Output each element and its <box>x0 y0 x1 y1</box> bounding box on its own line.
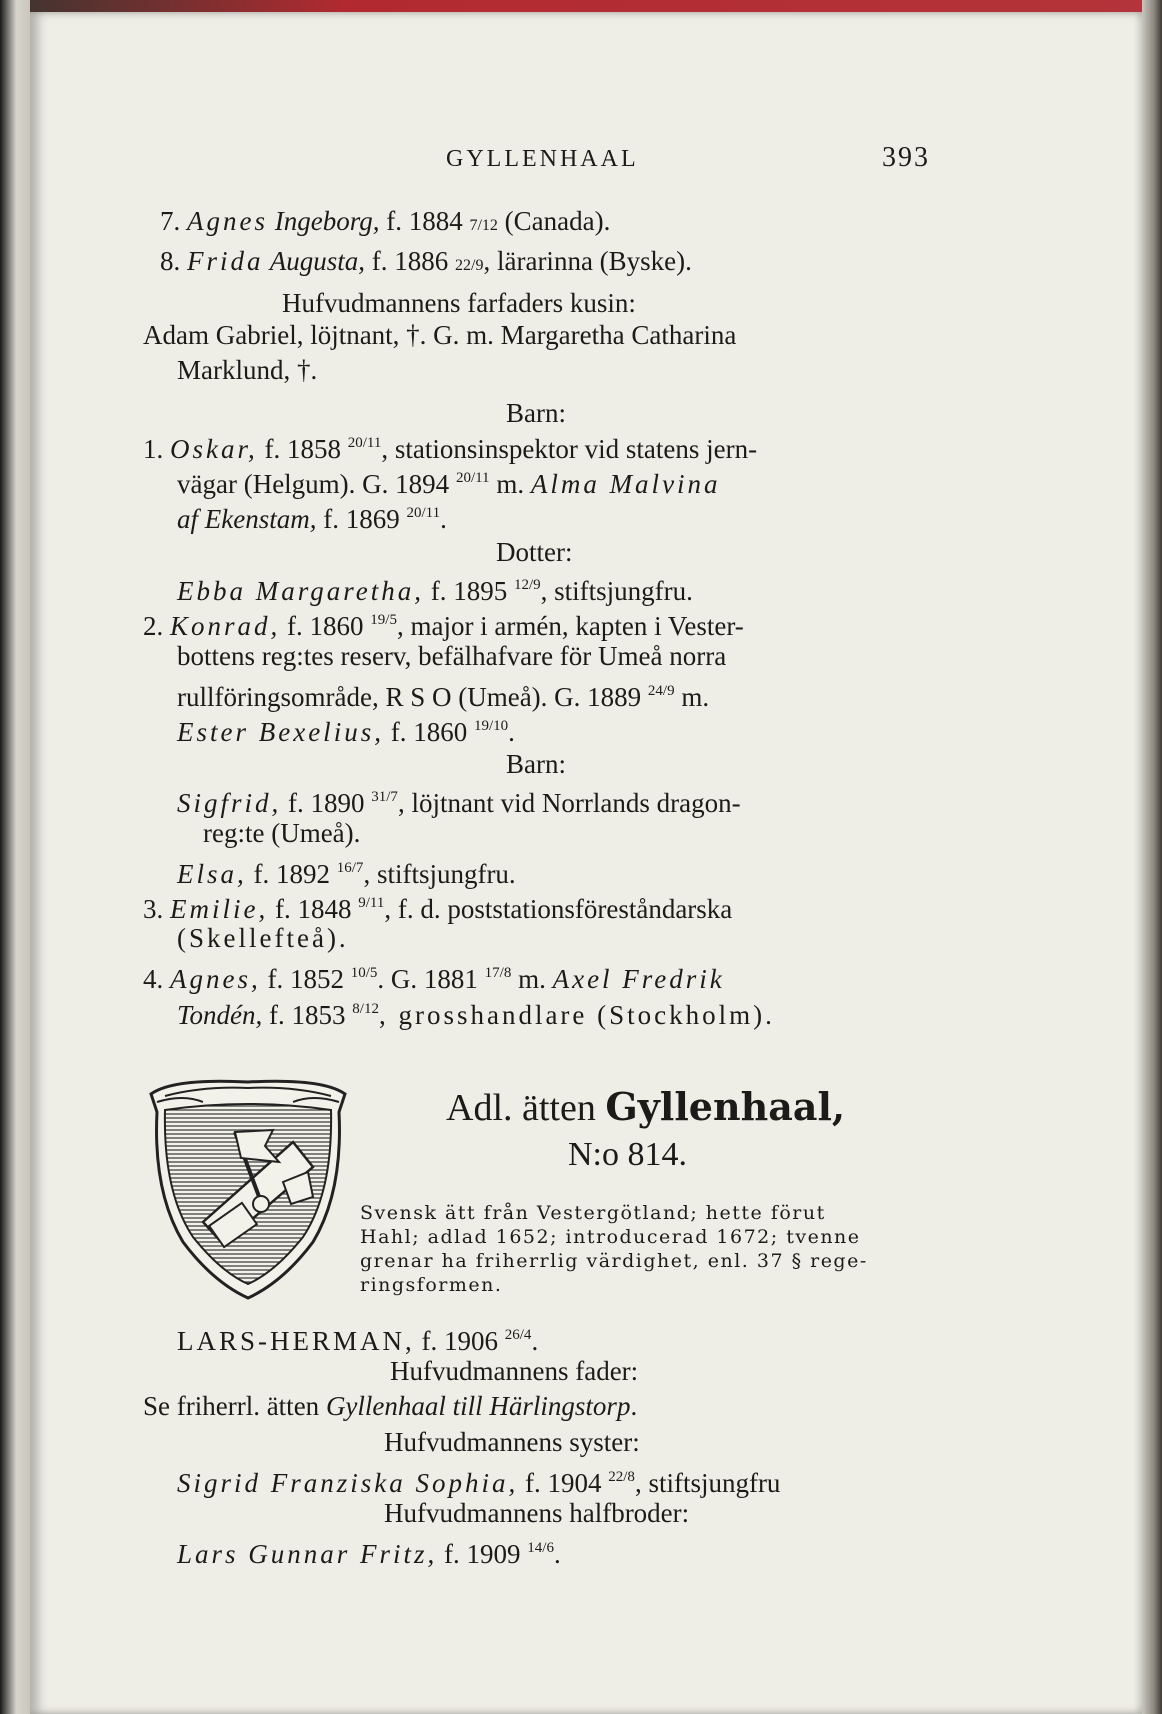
entry-line-4: Adam Gabriel, löjtnant, †. G. m. Margaretha Catharina <box>143 320 737 350</box>
entry-line-22: 4. Agnes, f. 1852 $^{10/5}$. G. 1881 $^{17/8}$ m. Axel Fredrik <box>143 964 725 994</box>
entry-line-5: Marklund, †. <box>177 355 318 385</box>
entry-line-19: Elsa, f. 1892 $^{16/7}$, stiftsjungfru. <box>177 859 516 889</box>
entry-line-17: Sigfrid, f. 1890 $^{31/7}$, löjtnant vid Norrlands dragon- <box>177 788 741 818</box>
family-section-title: Adl. ätten Gyllenhaal, <box>446 1084 846 1129</box>
entry-line-20: 3. Emilie, f. 1848 $^{9/11}$, f. d. poststationsföreståndarska <box>143 894 733 924</box>
half-brother-heading: Hufvudmannens halfbroder: <box>384 1498 690 1528</box>
entry-line-12: 2. Konrad, f. 1860 $^{19/5}$, major i armén, kapten i Vester- <box>143 611 744 641</box>
entry-line-14: rullföringsområde, R S O (Umeå). G. 1889 $^{24/9}$ m. <box>177 682 710 712</box>
sister-heading: Hufvudmannens syster: <box>384 1427 640 1457</box>
entry-line-10: Dotter: <box>496 537 573 567</box>
father-reference-line: Se friherrl. ätten Gyllenhaal till Härlingstorp. <box>143 1391 638 1421</box>
family-section-number: N:o 814. <box>568 1136 687 1173</box>
sister-line: Sigrid Franziska Sophia, f. 1904 $^{22/8}$, stiftsjungfru <box>177 1468 781 1498</box>
family-description-line-1: Svensk ätt från Vestergötland; hette förut <box>360 1202 826 1224</box>
entry-line-11: Ebba Margaretha, f. 1895 $^{12/9}$, stiftsjungfru. <box>177 576 693 606</box>
entry-line-9: af Ekenstam, f. 1869 $^{20/11}$. <box>177 504 447 534</box>
family-description-line-2: Hahl; adlad 1652; introducerad 1672; tvenne <box>360 1226 861 1248</box>
entry-line-21: (Skellefteå). <box>177 923 349 953</box>
family-description-line-4: ringsformen. <box>360 1274 503 1296</box>
half-brother-line: Lars Gunnar Fritz, f. 1909 $^{14/6}$. <box>177 1539 561 1569</box>
entry-line-8: vägar (Helgum). G. 1894 $^{20/11}$ m. Alma Malvina <box>177 469 721 499</box>
page-number: 393 <box>882 142 930 173</box>
father-heading: Hufvudmannens fader: <box>390 1356 639 1386</box>
entry-line-1: 7. Agnes Ingeborg, f. 1884 7/12 (Canada). <box>160 206 611 236</box>
entry-line-6: Barn: <box>506 398 566 428</box>
entry-line-18: reg:te (Umeå). <box>203 818 361 848</box>
entry-line-2: 8. Frida Augusta, f. 1886 22/9, lärarinna (Byske). <box>160 246 692 276</box>
entry-line-13: bottens reg:tes reserv, befälhafvare för Umeå norra <box>177 641 727 671</box>
head-of-family-line: LARS-HERMAN, f. 1906 $^{26/4}$. <box>177 1326 539 1356</box>
entry-line-3: Hufvudmannens farfaders kusin: <box>282 288 636 318</box>
book-gutter-left <box>0 0 30 1714</box>
entry-line-15: Ester Bexelius, f. 1860 $^{19/10}$. <box>177 717 515 747</box>
coat-of-arms-icon <box>143 1072 353 1302</box>
running-header-title: GYLLENHAAL <box>446 146 639 172</box>
family-description-line-3: grenar ha friherrlig värdighet, enl. 37 § rege- <box>360 1250 868 1272</box>
book-edge-right <box>1142 0 1162 1714</box>
entry-line-23: Tondén, f. 1853 $^{8/12}$, grosshandlare (Stockholm). <box>177 1000 775 1030</box>
entry-line-16: Barn: <box>506 749 566 779</box>
entry-line-7: 1. Oskar, f. 1858 $^{20/11}$, stationsinspektor vid statens jern- <box>143 434 758 464</box>
